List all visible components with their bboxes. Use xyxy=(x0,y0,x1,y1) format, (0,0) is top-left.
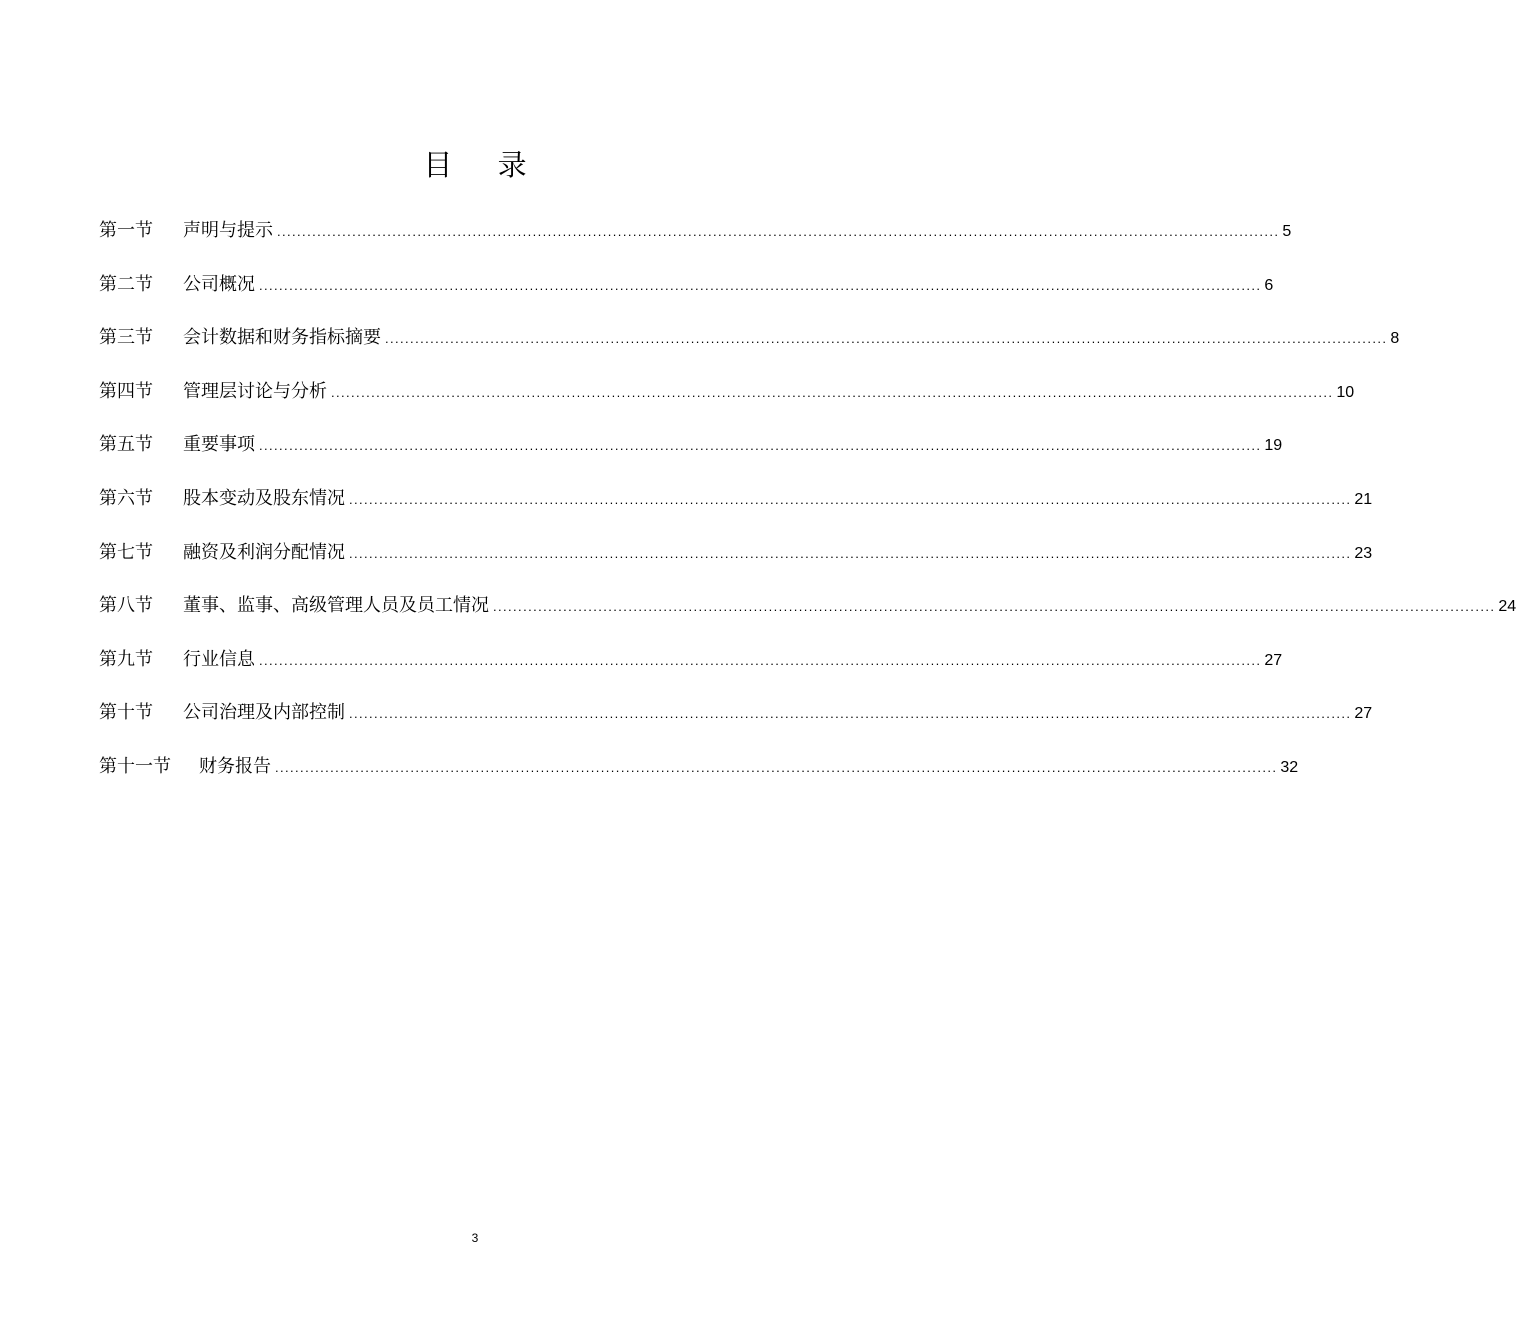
toc-dot-leader: ........................................................................................................................................................................................................ xyxy=(259,652,1262,668)
toc-entry[interactable] xyxy=(99,374,1355,428)
toc-entry[interactable] xyxy=(99,267,1274,321)
toc-section-number: 第八节 xyxy=(99,595,153,617)
toc-entry[interactable] xyxy=(99,642,1283,696)
toc-dot-leader: ........................................................................................................................................................................................................ xyxy=(259,438,1262,454)
toc-page-number: 19 xyxy=(1264,437,1283,455)
toc-section-title: 声明与提示 xyxy=(183,220,273,241)
toc-section-number: 第六节 xyxy=(99,487,153,509)
toc-section-number: 第三节 xyxy=(99,327,153,349)
toc-section-number: 第十节 xyxy=(99,702,153,724)
toc-title: 目 录 xyxy=(423,148,545,182)
toc-page-number: 23 xyxy=(1354,544,1373,562)
toc-dot-leader: ........................................................................................................................................................................................................ xyxy=(385,331,1388,347)
toc-section-title: 财务报告 xyxy=(199,755,271,777)
toc-section-number: 第七节 xyxy=(99,541,153,563)
toc-dot-leader: ........................................................................................................................................................................................................ xyxy=(277,224,1280,239)
toc-dot-leader: ........................................................................................................................................................................................................ xyxy=(259,277,1262,293)
toc-section-title: 公司概况 xyxy=(183,273,255,295)
toc-section-title: 融资及利润分配情况 xyxy=(183,541,345,563)
toc-entry[interactable] xyxy=(99,588,1516,642)
toc-section-title: 重要事项 xyxy=(183,434,255,456)
toc-page-number: 6 xyxy=(1264,276,1274,294)
toc-entry[interactable] xyxy=(99,213,1292,267)
toc-page-number: 5 xyxy=(1282,223,1292,240)
toc-page-number: 21 xyxy=(1354,490,1373,508)
toc-entry[interactable] xyxy=(99,749,1299,803)
toc-page-number: 10 xyxy=(1336,383,1355,401)
page-number: 3 xyxy=(471,1231,479,1245)
toc-entry[interactable] xyxy=(99,481,1373,535)
toc-entry[interactable] xyxy=(99,427,1283,481)
toc-entry[interactable] xyxy=(99,320,1400,374)
toc-section-number: 第一节 xyxy=(99,220,153,241)
toc-section-number: 第九节 xyxy=(99,648,153,670)
toc-dot-leader: ........................................................................................................................................................................................................ xyxy=(349,491,1352,507)
toc-page-number: 27 xyxy=(1354,705,1373,723)
toc-section-title: 行业信息 xyxy=(183,648,255,670)
toc-section-number: 第五节 xyxy=(99,434,153,456)
toc-entry[interactable] xyxy=(99,695,1373,749)
toc-section-title: 股本变动及股东情况 xyxy=(183,487,345,509)
toc-section-title: 公司治理及内部控制 xyxy=(183,702,345,724)
toc-page-number: 32 xyxy=(1280,758,1299,776)
table-of-contents xyxy=(99,213,1516,803)
toc-dot-leader: ........................................................................................................................................................................................................ xyxy=(275,759,1278,775)
toc-dot-leader: ........................................................................................................................................................................................................ xyxy=(331,384,1334,400)
toc-dot-leader: ........................................................................................................................................................................................................ xyxy=(493,599,1496,615)
toc-dot-leader: ........................................................................................................................................................................................................ xyxy=(349,706,1352,722)
toc-section-number: 第十一节 xyxy=(99,755,171,777)
toc-entry[interactable] xyxy=(99,535,1373,589)
toc-section-number: 第二节 xyxy=(99,273,153,295)
toc-section-title: 董事、监事、高级管理人员及员工情况 xyxy=(183,595,489,617)
toc-section-title: 管理层讨论与分析 xyxy=(183,380,327,402)
toc-page-number: 27 xyxy=(1264,651,1283,669)
toc-section-title: 会计数据和财务指标摘要 xyxy=(183,327,381,349)
toc-page-number: 24 xyxy=(1498,598,1516,616)
toc-page-number: 8 xyxy=(1390,330,1400,348)
toc-section-number: 第四节 xyxy=(99,380,153,402)
toc-dot-leader: ........................................................................................................................................................................................................ xyxy=(349,545,1352,561)
